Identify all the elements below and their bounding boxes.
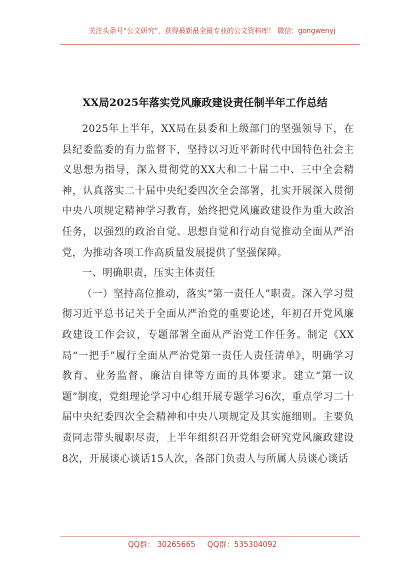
footer-divider (60, 536, 360, 537)
document-body (62, 120, 354, 470)
intro-paragraph: 2025年上半年，XX局在县委和上级部门的坚强领导下，在县纪委监委的有力监督下，坚持以习近平新时代中国特色社会主义思想为指导，深入贯彻党的XX大和二十届二中、三中全会精神，认真落实二十届中央纪委四次全会部署，扎实开展深入贯彻中央八项规定精神学习教育，始终把党风廉政建设作为重大政治任务，以强烈的政治自觉、思想自觉和行动自觉推动全面从严治党，为推动各项工作高质量发展提供了坚强保障。 (62, 124, 354, 259)
qq-group-1: QQ群： 30265665 (128, 540, 196, 549)
footer-qq-groups (128, 540, 298, 550)
section-heading-1: 一、明确职责，压实主体责任 (82, 268, 216, 280)
subsection-paragraph-1: （一）坚持高位推动，落实“第一责任人”职责。深入学习贯彻习近平总书记关于全面从严治党的重要论述，年初召开党风廉政建设工作会议，专题部署全面从严治党工作任务。制定《XX局“一把手”履行全面从严治党第一责任人责任清单》，明确学习教育、业务监督、廉洁自律等方面的具体要求。建立“第一议题”制度，党组理论学习中心组开展专题学习6次，重点学习二十届中央纪委四次全会精神和中央八项规定及其实施细则。主要负责同志带头履职尽责，上半年组织召开党组会研究党风廉政建设8次，开展谈心谈话15人次，各部门负责人与所属人员谈心谈话 (62, 288, 354, 465)
document-title: XX局2025年落实党风廉政建设责任制半年工作总结 (82, 97, 328, 109)
header-banner: 关注头条号“公文研究”，获得最新最全最专业的公文资料库！ 微信：gongwenyj (88, 27, 336, 35)
qq-group-2: QQ群：535304092 (207, 540, 278, 549)
header-divider (60, 44, 360, 45)
